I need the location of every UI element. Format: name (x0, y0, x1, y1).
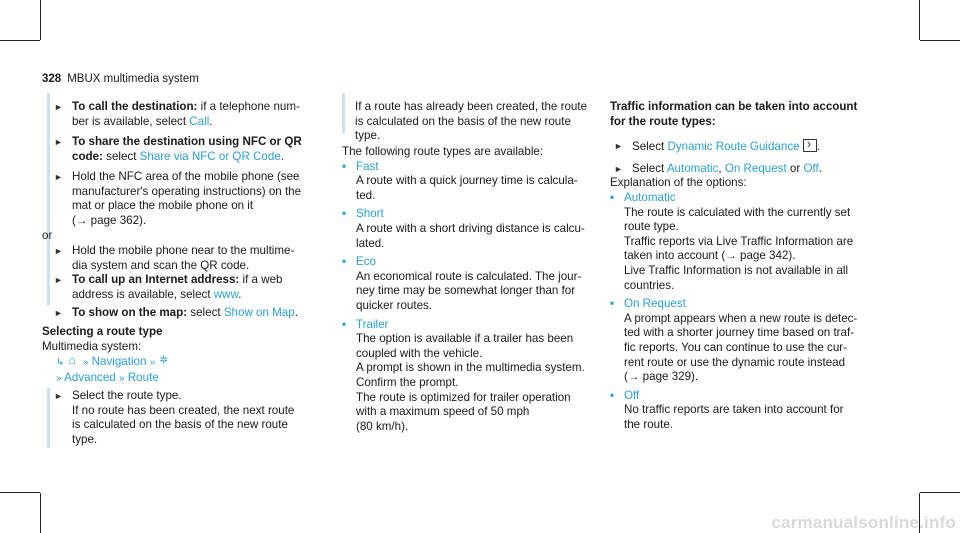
step-select-route-type: ► Select the route type. If no route has been created, the next route is calculated on the basis of the new route type. (54, 389, 295, 446)
option-automatic-link[interactable]: Automatic (666, 161, 719, 175)
route-types-list: The following route types are available: • Fast A route with a quick journey time is calcula- ted. • Short A route with a short driving distance is calcu- lated. • Eco An economical route is calculated. The jour- ney time may be somewhat longer than for quicker routes. • Trailer The option is available if a trailer has been coupled with the vehicle. A prompt is shown in the multimedia system. Confirm the prompt. The route is optimized for trailer operation with a maximum speed of 50 mph (80 km/h). (342, 145, 602, 434)
intro-text: If a route has already been created, the route is calculated on the basis of the new route type. (355, 100, 588, 143)
call-option[interactable]: Call (189, 114, 210, 128)
chevron-icon: » (56, 372, 62, 384)
page-number: 328 (42, 73, 62, 85)
crop-mark (920, 492, 960, 493)
path-navigation[interactable]: Navigation (91, 355, 147, 368)
crop-mark (919, 0, 920, 40)
step-hold-nfc: ► Hold the NFC area of the mobile phone (see manufacturer's operating instructions) on the mat or place the mobile phone on it (→ page 362). (54, 170, 302, 227)
page-title: MBUX multimedia system (67, 73, 199, 85)
step-call-destination: ► To call the destination: if a telephone num- ber is available, select Call. (54, 100, 300, 128)
crop-mark (40, 493, 41, 533)
list-item: • Off (610, 388, 640, 402)
option-off-link[interactable]: Off (803, 161, 819, 175)
path-advanced[interactable]: Advanced (64, 370, 116, 384)
traffic-info-section: Traffic information can be taken into account for the route types: ► Select Dynamic Route Guidance . ► Select Automatic, On Request or Off. Explanation of the options: • Automatic The route is calculated with the currently set route type. Traffic reports via Live Traffic Information are taken into account (→ page 342). Live Traffic Information is not available in all countries. • On Request A prompt appears when a new route is detec- ted with a shorter journey time based on traf- fic reports. You can continue to use the cur- rent route or use the dynamic route instead (→ page 329). • Off No traffic reports are taken into account for the route. (610, 100, 880, 432)
step-scan-qr: ► Hold the mobile phone near to the multime- dia system and scan the QR code. (54, 244, 295, 272)
chevron-icon: » (149, 357, 156, 368)
section-rule (342, 93, 345, 133)
step-arrow-icon: ► (54, 137, 63, 147)
menu-path (42, 355, 336, 386)
section-heading: Selecting a route type Multimedia system: (42, 325, 163, 353)
list-item: • Fast (342, 159, 379, 173)
option-eco[interactable]: Eco (356, 255, 376, 269)
chevron-icon: » (118, 372, 125, 384)
list-item: • Trailer (342, 317, 389, 331)
crop-mark (920, 40, 960, 41)
crop-mark (0, 492, 40, 493)
step-internet-address: ► To call up an Internet address: if a web address is available, select www. (54, 273, 283, 301)
show-on-map-option[interactable]: Show on Map (223, 306, 295, 319)
watermark: carmanualsonline.info (771, 513, 956, 533)
step-arrow-icon: ► (54, 391, 63, 401)
path-route[interactable]: Route (127, 370, 159, 384)
traffic-heading: Traffic information can be taken into account for the route types: (610, 100, 858, 128)
route-types-section (355, 100, 605, 144)
step-arrow-icon: ► (614, 141, 623, 152)
option-off[interactable]: Off (624, 388, 640, 402)
step-arrow-icon: ► (54, 308, 63, 318)
list-item: • Eco (342, 255, 376, 269)
list-item: • Automatic (610, 190, 676, 204)
www-option[interactable]: www (213, 287, 239, 301)
option-short[interactable]: Short (356, 207, 384, 221)
path-arrow-icon: ↳ (56, 357, 65, 368)
step-arrow-icon: ► (54, 246, 63, 256)
step-share-destination: ► To share the destination using NFC or QR code: select Share via NFC or QR Code. (54, 135, 302, 163)
gear-icon[interactable] (158, 356, 170, 367)
step-select-option: ► Select Automatic, On Request or Off. (614, 161, 822, 175)
share-via-nfc-option[interactable]: Share via NFC or QR Code (139, 149, 281, 163)
step-show-on-map: ► To show on the map: select Show on Map. (54, 306, 298, 319)
chevron-right-icon[interactable] (803, 139, 817, 152)
step-dynamic-route: ► Select Dynamic Route Guidance . (614, 140, 821, 154)
step-arrow-icon: ► (54, 102, 63, 112)
list-item: • On Request (610, 297, 686, 311)
chevron-icon: » (82, 357, 89, 368)
step-arrow-icon: ► (614, 163, 623, 174)
step-arrow-icon: ► (54, 172, 63, 182)
home-icon[interactable] (68, 356, 80, 367)
option-trailer[interactable]: Trailer (356, 317, 389, 331)
or-label: or (42, 229, 53, 242)
option-fast[interactable]: Fast (356, 159, 379, 173)
dynamic-route-guidance-option[interactable]: Dynamic Route Guidance (667, 140, 800, 154)
option-automatic[interactable]: Automatic (624, 190, 676, 204)
crop-mark (40, 0, 41, 40)
option-on-request-link[interactable]: On Request (724, 161, 787, 175)
page-header (42, 72, 199, 87)
list-item: • Short (342, 207, 384, 221)
crop-mark (0, 40, 40, 41)
step-arrow-icon: ► (54, 275, 63, 285)
option-on-request[interactable]: On Request (624, 297, 686, 311)
